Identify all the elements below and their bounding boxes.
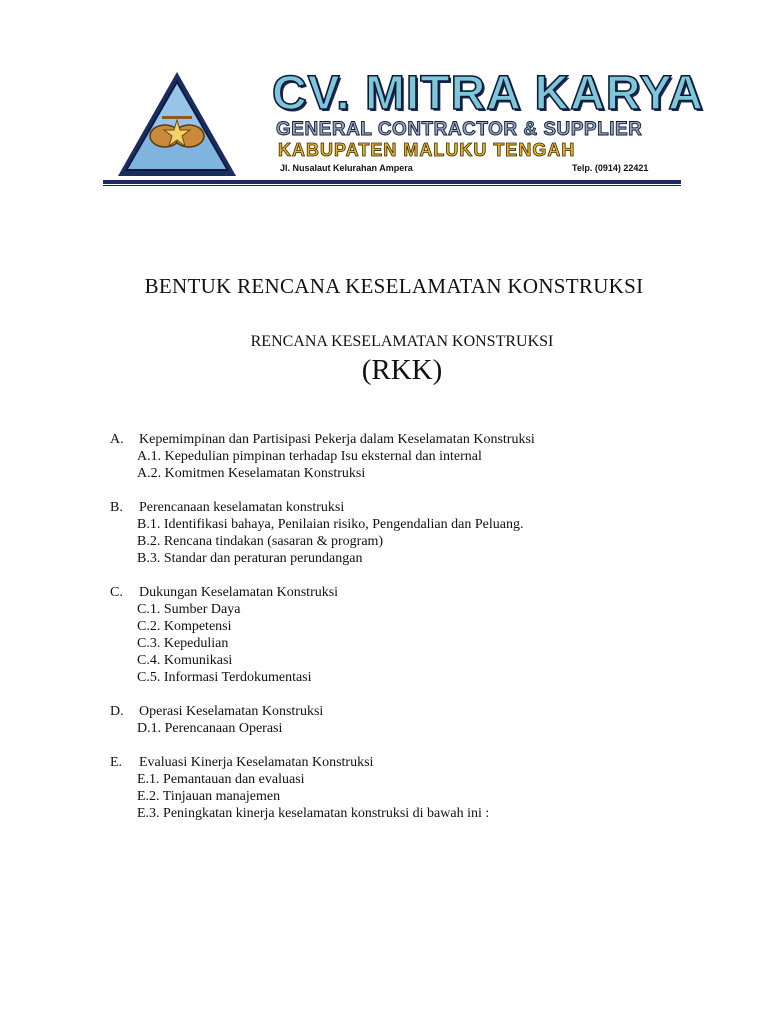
- letterhead: [0, 0, 768, 200]
- company-tagline: GENERAL CONTRACTOR & SUPPLIER: [276, 119, 643, 140]
- letterhead-divider: [103, 180, 681, 184]
- document-abbreviation: (RKK): [361, 354, 443, 386]
- company-region: KABUPATEN MALUKU TENGAH: [278, 140, 576, 160]
- section-title: Perencanaan keselamatan konstruksi: [139, 500, 345, 515]
- section-title: Kepemimpinan dan Partisipasi Pekerja dalam Keselamatan Konstruksi: [139, 432, 535, 447]
- company-logo-icon: [116, 70, 238, 178]
- list-item: C.5. Informasi Terdokumentasi: [137, 670, 312, 685]
- list-item: E.2. Tinjauan manajemen: [137, 789, 281, 804]
- list-item: B.3. Standar dan peraturan perundangan: [137, 551, 363, 566]
- list-item: A.1. Kepedulian pimpinan terhadap Isu eksternal dan internal: [137, 449, 482, 464]
- list-item: E.1. Pemantauan dan evaluasi: [137, 772, 305, 787]
- list-item: E.3. Peningkatan kinerja keselamatan konstruksi di bawah ini :: [137, 806, 490, 821]
- list-item: D.1. Perencanaan Operasi: [137, 721, 283, 736]
- section-heading: [110, 431, 730, 448]
- section-e: [110, 754, 730, 822]
- section-d: [110, 703, 730, 737]
- section-heading: [110, 703, 730, 720]
- list-item: C.2. Kompetensi: [137, 619, 232, 634]
- section-letter: A.: [110, 432, 124, 447]
- section-letter: D.: [110, 704, 124, 719]
- outline: [110, 431, 730, 839]
- document-title: BENTUK RENCANA KESELAMATAN KONSTRUKSI: [144, 274, 644, 298]
- list-item: C.3. Kepedulian: [137, 636, 229, 651]
- section-c: [110, 584, 730, 686]
- document-subtitle: RENCANA KESELAMATAN KONSTRUKSI: [250, 333, 554, 350]
- list-item: C.1. Sumber Daya: [137, 602, 241, 617]
- section-letter: B.: [110, 500, 123, 515]
- section-title: Operasi Keselamatan Konstruksi: [139, 704, 324, 719]
- list-item: B.2. Rencana tindakan (sasaran & program): [137, 534, 384, 549]
- section-heading: [110, 499, 730, 516]
- company-name: CV. MITRA KARYA: [272, 67, 704, 120]
- company-address: Jl. Nusalaut Kelurahan Ampera: [280, 163, 413, 173]
- section-heading: [110, 584, 730, 601]
- section-heading: [110, 754, 730, 771]
- section-letter: C.: [110, 585, 123, 600]
- list-item: C.4. Komunikasi: [137, 653, 233, 668]
- section-title: Evaluasi Kinerja Keselamatan Konstruksi: [139, 755, 374, 770]
- list-item: A.2. Komitmen Keselamatan Konstruksi: [137, 466, 366, 481]
- section-letter: E.: [110, 755, 123, 770]
- list-item: B.1. Identifikasi bahaya, Penilaian risiko, Pengendalian dan Peluang.: [137, 517, 524, 532]
- company-phone: Telp. (0914) 22421: [572, 163, 649, 173]
- section-b: [110, 499, 730, 567]
- section-title: Dukungan Keselamatan Konstruksi: [139, 585, 339, 600]
- letterhead-divider-thin: [103, 185, 681, 186]
- section-a: [110, 431, 730, 482]
